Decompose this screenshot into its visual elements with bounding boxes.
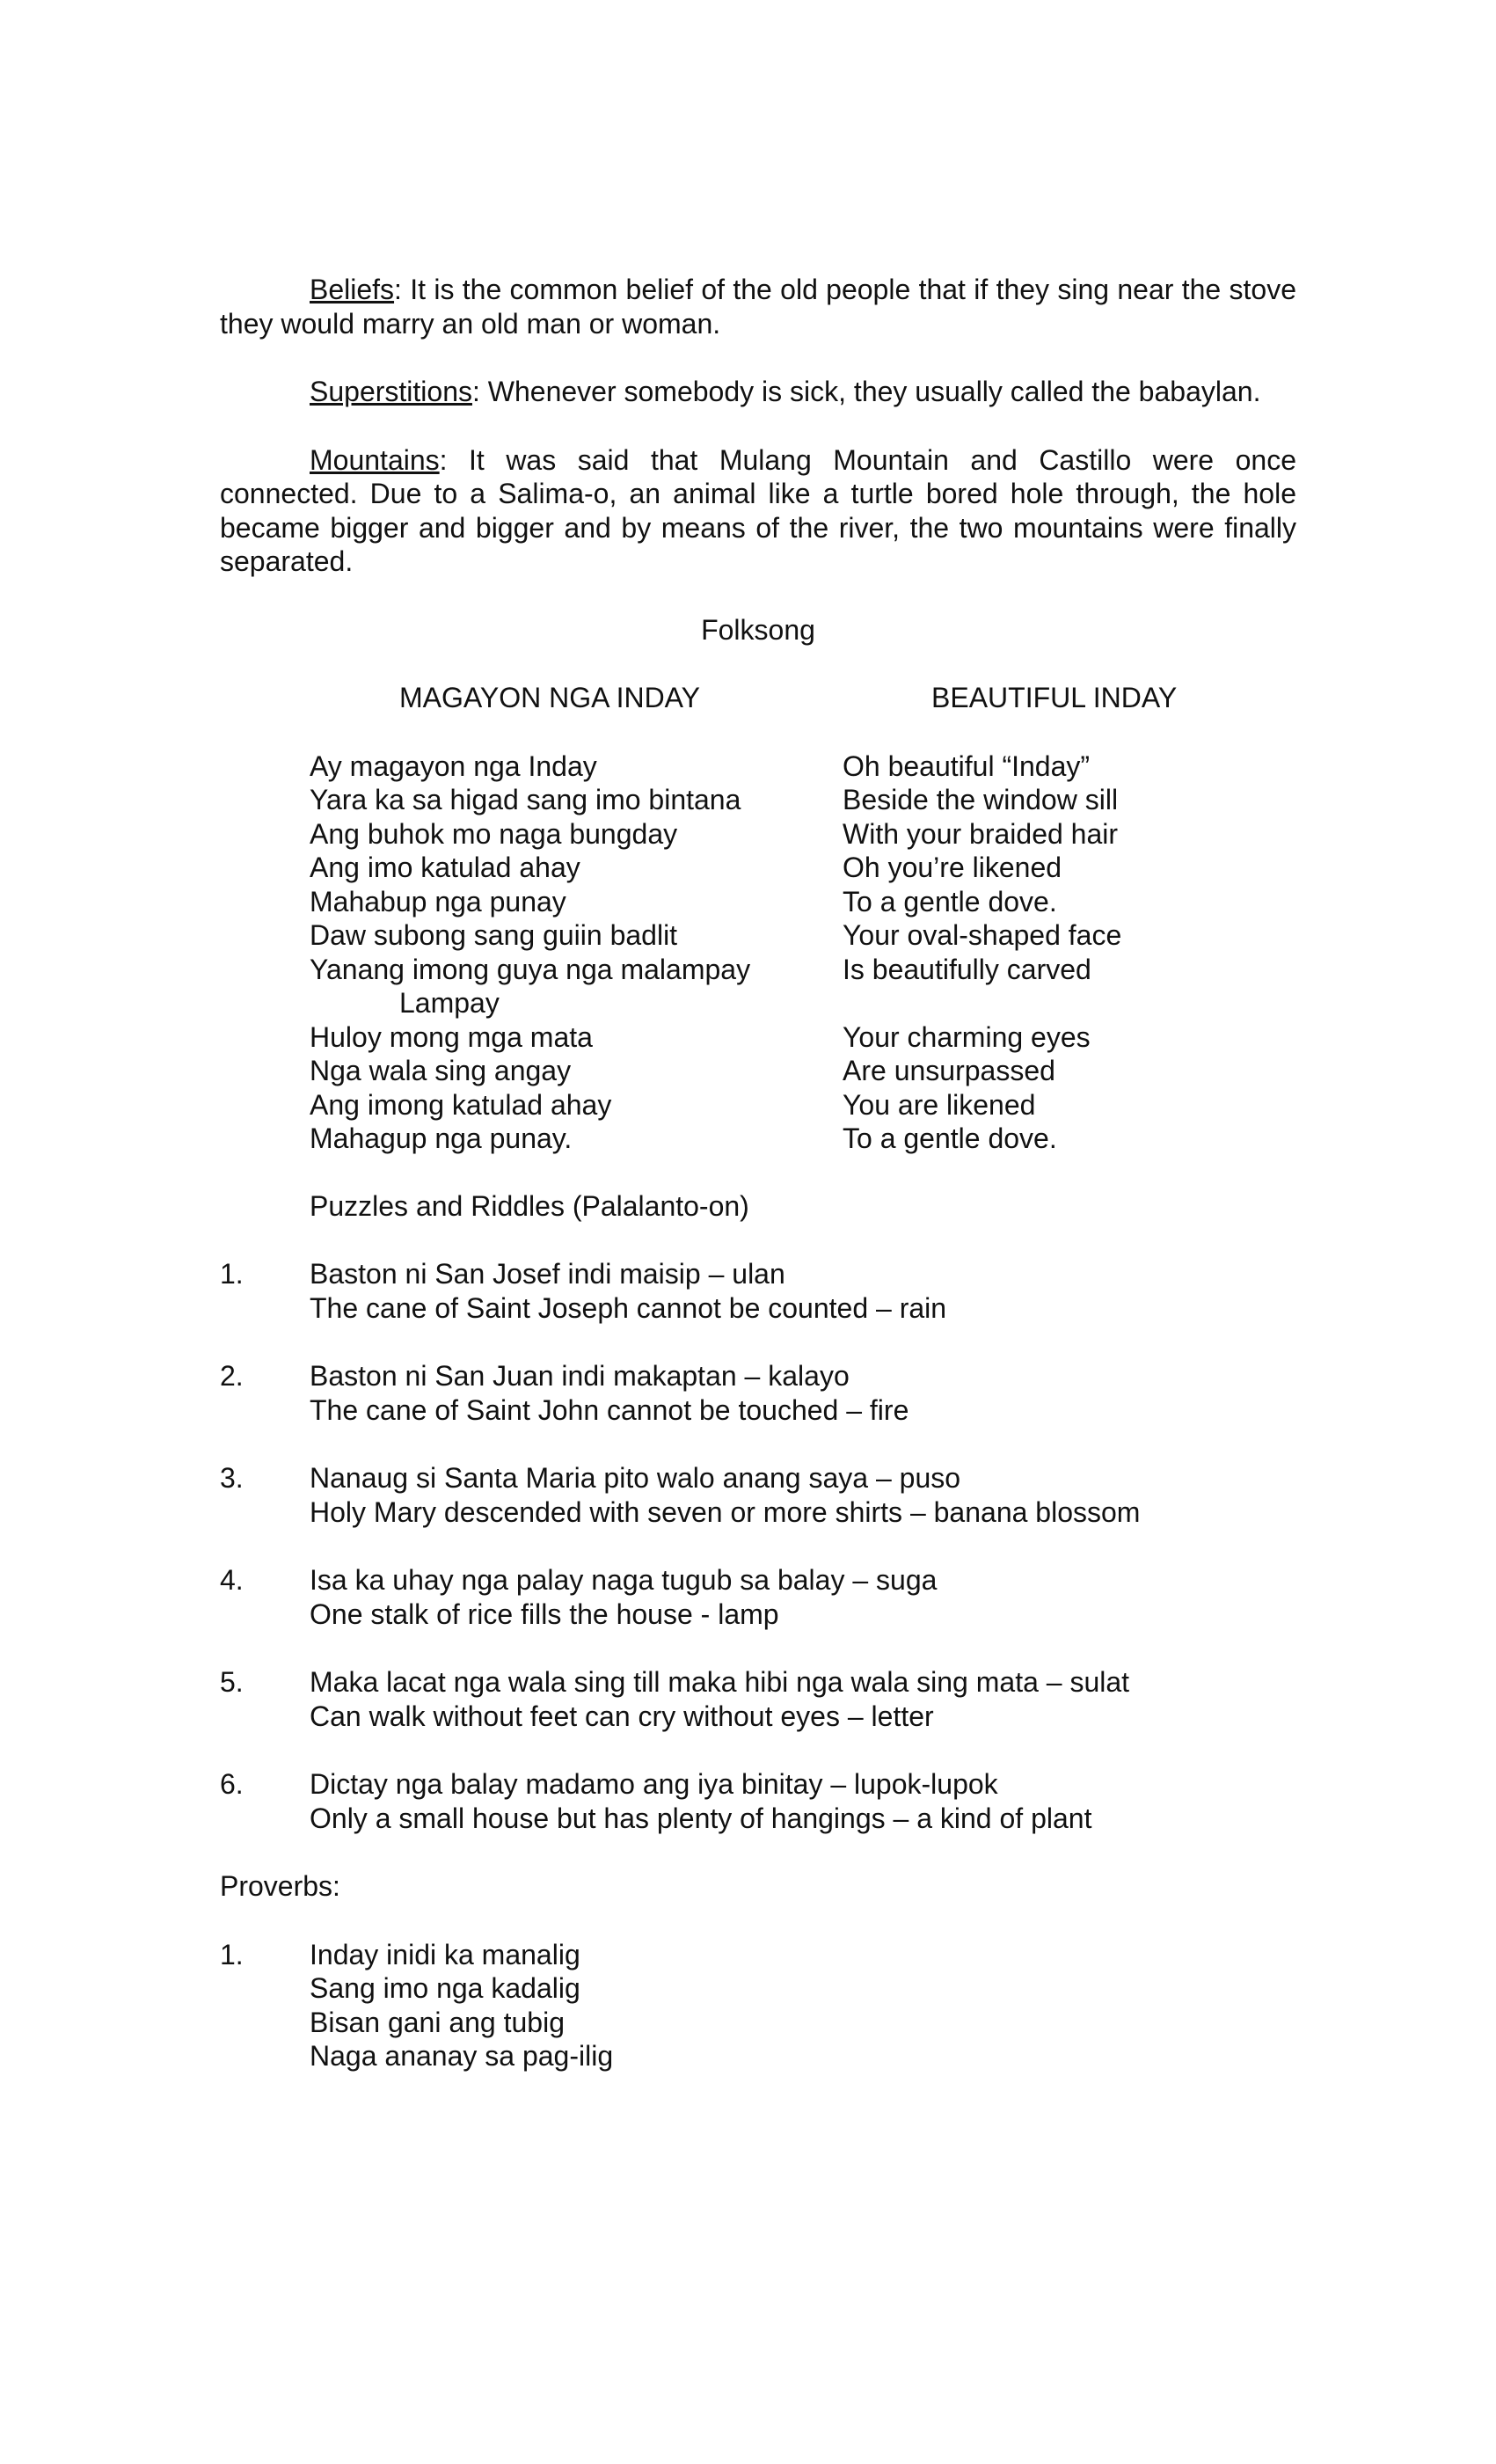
riddle-item	[220, 1665, 1296, 1733]
riddle-item	[220, 1461, 1296, 1529]
lyric-line: Oh beautiful “Inday”	[843, 749, 1091, 782]
riddle-original: Baston ni San Juan indi makaptan – kalayo	[310, 1360, 850, 1392]
riddle-item	[220, 1257, 1296, 1325]
mountains-paragraph	[220, 443, 1296, 579]
lyric-line: To a gentle dove.	[843, 1122, 1057, 1154]
lyric-line: Lampay	[399, 987, 500, 1019]
lyric-line: Ang imo katulad ahay	[310, 852, 580, 883]
document-page	[220, 273, 1296, 2108]
lyric-line	[843, 986, 1282, 1020]
superstitions-paragraph	[220, 375, 1296, 409]
lyric-line: Your oval-shaped face	[843, 919, 1122, 951]
song-title-original: MAGAYON NGA INDAY	[399, 682, 700, 713]
riddle-translation: The cane of Saint Joseph cannot be counted – rain	[310, 1291, 947, 1324]
riddle-translation: The cane of Saint John cannot be touched – fire	[310, 1393, 909, 1426]
proverb-line: Bisan gani ang tubig	[310, 2006, 565, 2038]
song-title-translation: BEAUTIFUL INDAY	[931, 682, 1178, 713]
lyric-line: Mahagup nga punay.	[310, 1122, 573, 1154]
folksong-titles	[220, 681, 1296, 715]
riddle-original: Maka lacat nga wala sing till maka hibi nga wala sing mata – sulat	[310, 1666, 1130, 1698]
proverb-line: Naga ananay sa pag-ilig	[310, 2040, 614, 2072]
lyric-line: To a gentle dove.	[843, 885, 1057, 918]
lyrics-original-column	[310, 749, 837, 1156]
lyric-line: Beside the window sill	[843, 784, 1119, 815]
riddle-original: Baston ni San Josef indi maisip – ulan	[310, 1258, 785, 1290]
lyric-line: Your charming eyes	[843, 1020, 1091, 1053]
item-number: 2.	[220, 1360, 244, 1392]
riddle-original: Dictay nga balay madamo ang iya binitay – lupok-lupok	[310, 1768, 998, 1800]
lyric-line: Ang buhok mo naga bungday	[310, 817, 678, 850]
folksong-lyrics	[220, 749, 1296, 1156]
riddle-translation: One stalk of rice fills the house - lamp	[310, 1598, 779, 1630]
lyric-line: Yara ka sa higad sang imo bintana	[310, 784, 741, 815]
mountains-text: : It was said that Mulang Mountain and Castillo were once connected. Due to a Salima-o, an animal like a turtle bored hole through, the hole became bigger and bigger and by means of the river, the two mountains were finally separated.	[220, 443, 1296, 577]
beliefs-paragraph	[220, 273, 1296, 340]
proverb-line: Inday inidi ka manalig	[310, 1938, 580, 1970]
superstitions-text: : Whenever somebody is sick, they usually called the babaylan.	[471, 376, 1261, 407]
lyric-line: Ay magayon nga Inday	[310, 749, 597, 782]
lyric-line: Oh you’re likened	[843, 852, 1062, 883]
riddle-item	[220, 1767, 1296, 1835]
item-number: 4.	[220, 1564, 244, 1596]
proverb-line: Sang imo nga kadalig	[310, 1972, 580, 2004]
lyric-line: Nga wala sing angay	[310, 1055, 572, 1086]
lyric-line: Are unsurpassed	[843, 1055, 1055, 1086]
lyrics-translation-column	[843, 749, 1282, 1156]
lyric-line: You are likened	[843, 1088, 1036, 1121]
lyric-line: Yanang imong guya nga malampay	[310, 953, 751, 985]
lyric-line: Mahabup nga punay	[310, 885, 566, 918]
riddles-heading: Puzzles and Riddles (Palalanto-on)	[310, 1189, 749, 1222]
item-number: 1.	[220, 1938, 244, 1970]
lyric-line: Huloy mong mga mata	[310, 1020, 593, 1053]
riddle-translation: Can walk without feet can cry without eyes – letter	[310, 1700, 934, 1732]
item-number: 1.	[220, 1258, 244, 1290]
riddle-translation: Holy Mary descended with seven or more shirts – banana blossom	[310, 1495, 1141, 1528]
item-number: 5.	[220, 1666, 244, 1698]
folksong-heading: Folksong	[701, 613, 815, 646]
riddle-item	[220, 1359, 1296, 1427]
lyric-line: With your braided hair	[843, 817, 1119, 850]
beliefs-text: : It is the common belief of the old people that if they sing near the stove they would marry an old man or woman.	[220, 274, 1296, 340]
lyric-line: Daw subong sang guiin badlit	[310, 919, 678, 951]
riddle-original: Nanaug si Santa Maria pito walo anang saya – puso	[310, 1462, 961, 1494]
lyric-line: Is beautifully carved	[843, 953, 1091, 985]
riddle-translation: Only a small house but has plenty of hangings – a kind of plant	[310, 1802, 1092, 1834]
mountains-label: Mountains	[310, 443, 440, 476]
proverb-item	[220, 1938, 1296, 2073]
lyric-line: Ang imong katulad ahay	[310, 1088, 612, 1121]
superstitions-label: Superstitions	[310, 376, 472, 407]
item-number: 6.	[220, 1768, 244, 1800]
item-number: 3.	[220, 1462, 244, 1494]
riddle-original: Isa ka uhay nga palay naga tugub sa balay – suga	[310, 1564, 938, 1596]
proverbs-heading: Proverbs:	[220, 1870, 340, 1902]
riddle-item	[220, 1563, 1296, 1631]
beliefs-label: Beliefs	[310, 274, 395, 305]
